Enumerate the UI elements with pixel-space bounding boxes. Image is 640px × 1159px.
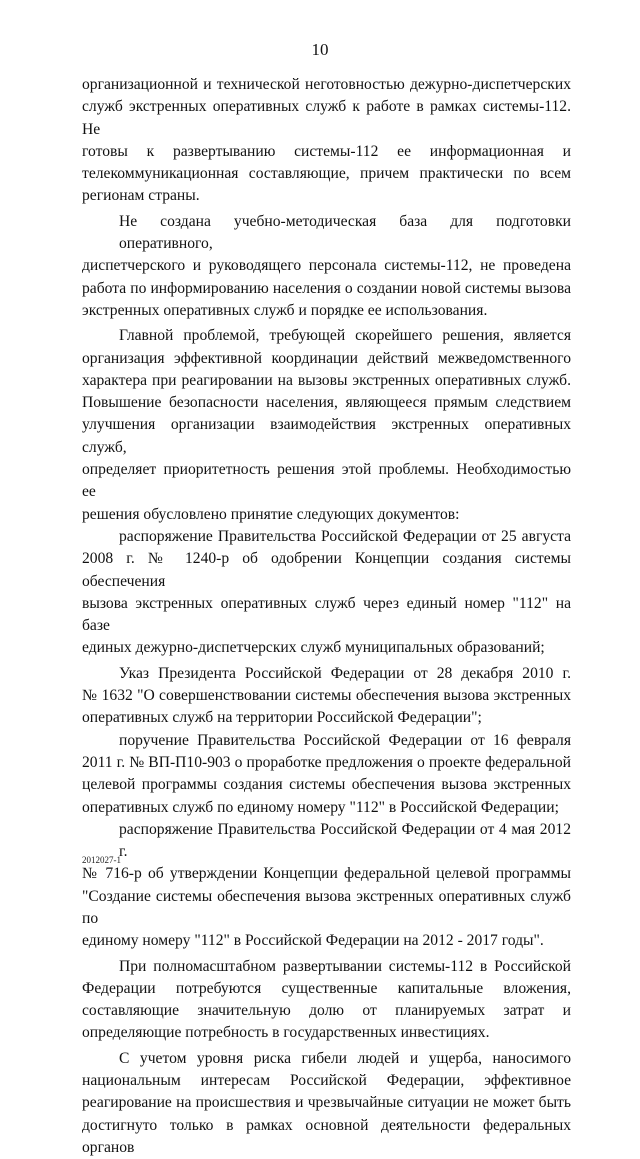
text-line: экстренных оперативных служб и порядке ее использования. xyxy=(82,301,488,319)
text-line: целевой программы создания системы обеспечения вызова экстренных xyxy=(82,776,571,794)
text-line: организационной и технической неготовностью дежурно-диспетчерских xyxy=(82,76,571,93)
text-line: 2008 г. № 1240-р об одобрении Концепции создания системы обеспечения xyxy=(82,550,571,590)
text-line: С учетом уровня риска гибели людей и ущерба, наносимого xyxy=(119,1049,571,1067)
text-line: национальным интересам Российской Федерации, эффективное xyxy=(82,1072,571,1090)
text-line: оперативных служб на территории Российской Федерации"; xyxy=(82,709,482,727)
text-line: достигнуто только в рамках основной деятельности федеральных органов xyxy=(82,1116,571,1156)
text-line: регионам страны. xyxy=(82,187,200,205)
text-line: решения обусловлено принятие следующих документов: xyxy=(82,505,460,523)
text-line: диспетчерского и руководящего персонала системы-112, не проведена xyxy=(82,257,571,275)
text-line: реагирование на происшествия и чрезвычайные ситуации не может быть xyxy=(82,1094,571,1112)
text-line: № 716-р об утверждении Концепции федеральной целевой программы xyxy=(82,865,571,883)
text-line: составляющие значительную долю от планируемых затрат и xyxy=(82,1002,571,1020)
page-number: 10 xyxy=(311,40,329,59)
text-line: распоряжение Правительства Российской Федерации от 25 августа xyxy=(119,527,571,545)
document-code: 2012027-1 xyxy=(82,855,121,865)
text-line: поручение Правительства Российской Федерации от 16 февраля xyxy=(119,731,571,749)
text-line: определяющие потребность в государственных инвестициях. xyxy=(82,1024,490,1042)
text-line: единому номеру "112" в Российской Федерации на 2012 - 2017 годы". xyxy=(82,932,544,950)
text-line: Указ Президента Российской Федерации от 28 декабря 2010 г. xyxy=(119,664,571,682)
text-line: Не создана учебно-методическая база для подготовки оперативного, xyxy=(119,212,571,253)
text-line: Повышение безопасности населения, являющееся прямым следствием xyxy=(82,394,571,412)
text-line: оперативных служб по единому номеру "112" в Российской Федерации; xyxy=(82,798,559,816)
text-line: Главной проблемой, требующей скорейшего решения, является xyxy=(119,327,571,345)
text-line: "Создание системы обеспечения вызова экстренных оперативных служб по xyxy=(82,887,571,927)
text-line: Федерации потребуются существенные капитальные вложения, xyxy=(82,979,571,997)
text-line: 2011 г. № ВП-П10-903 о проработке предложения о проекте федеральной xyxy=(82,753,571,771)
text-line: готовы к развертыванию системы-112 ее информационная и xyxy=(82,142,571,160)
text-line: № 1632 "О совершенствовании системы обеспечения вызова экстренных xyxy=(82,687,571,705)
text-line: служб экстренных оперативных служб к работе в рамках системы-112. Не xyxy=(82,98,571,138)
text-line: вызова экстренных оперативных служб через единый номер "112" на базе xyxy=(82,594,571,635)
text-line: улучшения организации взаимодействия экстренных оперативных служб, xyxy=(82,416,571,456)
body-text xyxy=(82,74,571,1159)
text-line: распоряжение Правительства Российской Федерации от 4 мая 2012 г. xyxy=(119,820,571,861)
text-line: организация эффективной координации действий межведомственного xyxy=(82,349,571,367)
text-line: При полномасштабном развертывании системы-112 в Российской xyxy=(119,957,571,975)
text-line: характера при реагировании на вызовы экстренных оперативных служб. xyxy=(82,371,571,389)
text-line: телекоммуникационная составляющие, причем практически по всем xyxy=(82,165,571,183)
text-line: работа по информированию населения о создании новой системы вызова xyxy=(82,279,571,297)
text-line: единых дежурно-диспетчерских служб муниципальных образований; xyxy=(82,639,545,657)
text-line: определяет приоритетность решения этой проблемы. Необходимостью ее xyxy=(82,461,571,501)
